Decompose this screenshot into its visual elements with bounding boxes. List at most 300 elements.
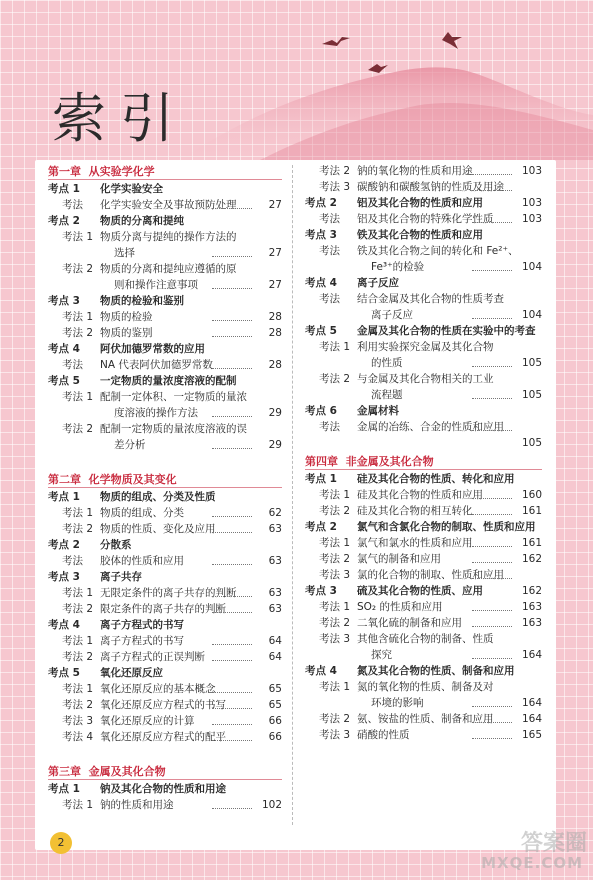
method-entry [305, 615, 542, 631]
method-title: 硅及其化合物的相互转化 [357, 505, 473, 517]
topic-label: 考点 5 [48, 667, 80, 679]
method-entry-continued [305, 387, 542, 403]
index-column-left [48, 163, 282, 813]
page-ref: 162 [521, 585, 542, 597]
method-title-continued: 离子反应 [371, 309, 413, 321]
topic-label: 考点 2 [305, 521, 337, 533]
leader-dots [212, 256, 252, 257]
method-title: 铁及其化合物之间的转化和 Fe²⁺、 [357, 245, 519, 257]
method-label: 考法 [319, 421, 340, 433]
leader-dots [212, 516, 252, 517]
page-ref: 63 [268, 555, 282, 567]
method-title: 氮的氧化物的性质、制备及对 [357, 681, 494, 693]
topic-label: 考点 5 [305, 325, 337, 337]
method-title: 碳酸钠和碳酸氢钠的性质及用途 [357, 181, 504, 193]
method-label: 考法 1 [319, 489, 351, 501]
topic-heading [305, 195, 542, 211]
leader-dots [472, 190, 512, 191]
leader-dots [472, 270, 512, 271]
method-entry-continued [48, 277, 282, 293]
leader-dots [212, 692, 252, 693]
method-entry [48, 729, 282, 745]
page-ref: 163 [521, 617, 542, 629]
topic-title: 金属及其化合物的性质在实验中的考查 [357, 325, 536, 337]
topic-title: 物质的分离和提纯 [100, 215, 184, 227]
method-label: 考法 [319, 213, 340, 225]
topic-label: 考点 6 [305, 405, 337, 417]
method-entry [305, 631, 542, 647]
method-entry [48, 633, 282, 649]
method-entry [305, 179, 542, 195]
watermark-url: MXQE.COM [481, 854, 583, 872]
page-ref: 27 [268, 279, 282, 291]
topic-heading [48, 665, 282, 681]
method-title: 二氧化硫的制备和应用 [357, 617, 462, 629]
method-label: 考法 1 [62, 507, 94, 519]
method-entry [48, 553, 282, 569]
method-title: NA 代表阿伏加德罗常数 [100, 359, 213, 371]
method-label: 考法 2 [62, 603, 94, 615]
method-entry-continued [48, 245, 282, 261]
leader-dots [472, 398, 512, 399]
method-title: 氯气的制备和应用 [357, 553, 441, 565]
page-ref: 105 [521, 389, 542, 401]
topic-label: 考点 4 [48, 343, 80, 355]
leader-dots [472, 498, 512, 499]
chapter-underline [48, 779, 282, 780]
chapter-label: 第三章 [48, 765, 81, 778]
method-label: 考法 2 [319, 713, 351, 725]
method-title: 化学实验安全及事故预防处理 [100, 199, 237, 211]
method-title: 物质的鉴别 [100, 327, 153, 339]
spacer [305, 435, 542, 453]
method-title-continued: 差分析 [114, 439, 146, 451]
method-label: 考法 2 [319, 505, 351, 517]
topic-heading [48, 489, 282, 505]
method-label: 考法 [62, 359, 83, 371]
method-entry [305, 711, 542, 727]
method-entry [48, 261, 282, 277]
method-title: 钠的性质和用途 [100, 799, 174, 811]
topic-title: 氮及其化合物的性质、制备和应用 [357, 665, 515, 677]
page-ref: 165 [521, 729, 542, 741]
watermark-text: 答案圈 [520, 831, 587, 856]
leader-dots [472, 706, 512, 707]
chapter-label: 第二章 [48, 473, 81, 486]
page-ref: 161 [521, 505, 542, 517]
method-entry [305, 339, 542, 355]
chapter-title: 从实验学化学 [88, 165, 155, 178]
method-label: 考法 3 [62, 715, 94, 727]
page-title: 索引 [52, 87, 188, 150]
method-entry-continued [48, 405, 282, 421]
method-entry [305, 567, 542, 583]
chapter-label: 第四章 [305, 455, 338, 468]
topic-label: 考点 2 [48, 539, 80, 551]
method-title: 氧化还原反应方程式的配平 [100, 731, 226, 743]
method-label: 考法 2 [319, 553, 351, 565]
leader-dots [472, 578, 512, 579]
page-ref: 65 [268, 683, 282, 695]
method-title: 配制一定体积、一定物质的量浓 [100, 391, 247, 403]
topic-title: 离子共存 [100, 571, 142, 583]
method-title-continued: Fe³⁺的检验 [371, 261, 425, 273]
chapter-title: 化学物质及其变化 [88, 473, 177, 486]
leader-dots [212, 448, 252, 449]
page-ref: 27 [268, 199, 282, 211]
topic-title: 氯气和含氯化合物的制取、性质和应用 [357, 521, 536, 533]
method-entry [48, 357, 282, 373]
chapter-heading [48, 763, 282, 781]
topic-label: 考点 1 [48, 491, 80, 503]
page-ref: 161 [521, 537, 542, 549]
topic-label: 考点 4 [305, 665, 337, 677]
leader-dots [472, 366, 512, 367]
leader-dots [212, 336, 252, 337]
page-ref: 64 [268, 635, 282, 647]
method-label: 考法 1 [319, 601, 351, 613]
method-label: 考法 [62, 199, 83, 211]
page-ref: 66 [268, 731, 282, 743]
method-entry [305, 679, 542, 695]
topic-heading [305, 519, 542, 535]
method-label: 考法 1 [319, 341, 351, 353]
method-title: 与金属及其化合物相关的工业 [357, 373, 494, 385]
topic-label: 考点 3 [48, 295, 80, 307]
chapter-underline [305, 469, 542, 470]
method-title: 铝及其化合物的特殊化学性质 [357, 213, 494, 225]
method-title: 氧化还原反应的基本概念 [100, 683, 216, 695]
method-label: 考法 3 [319, 729, 351, 741]
method-title-continued: 度溶液的操作方法 [114, 407, 198, 419]
topic-heading [48, 213, 282, 229]
method-label: 考法 1 [62, 231, 94, 243]
topic-heading [305, 227, 542, 243]
method-entry [48, 197, 282, 213]
method-entry [305, 419, 542, 435]
method-entry [305, 503, 542, 519]
leader-dots [472, 430, 512, 431]
method-title: SO₂ 的性质和应用 [357, 601, 443, 613]
method-label: 考法 1 [319, 681, 351, 693]
method-entry [305, 291, 542, 307]
method-entry [48, 797, 282, 813]
page-ref: 28 [268, 311, 282, 323]
topic-heading [48, 781, 282, 797]
method-entry-continued [305, 259, 542, 275]
method-label: 考法 [62, 555, 83, 567]
page-ref: 103 [521, 213, 542, 225]
leader-dots [212, 288, 252, 289]
topic-heading [305, 403, 542, 419]
topic-title: 铁及其化合物的性质和应用 [357, 229, 483, 241]
method-title: 硅及其化合物的性质和应用 [357, 489, 483, 501]
method-label: 考法 1 [62, 683, 94, 695]
page-number-badge: 2 [50, 832, 72, 854]
method-label: 考法 1 [62, 391, 94, 403]
method-entry [48, 585, 282, 601]
leader-dots [212, 532, 252, 533]
method-title: 物质的组成、分类 [100, 507, 184, 519]
method-entry-continued [305, 355, 542, 371]
method-title: 物质分离与提纯的操作方法的 [100, 231, 237, 243]
leader-dots [472, 738, 512, 739]
method-entry [48, 421, 282, 437]
leader-dots [472, 610, 512, 611]
topic-title: 分散系 [100, 539, 132, 551]
page-ref: 105 [521, 437, 542, 449]
topic-heading [48, 341, 282, 357]
method-entry-continued [48, 437, 282, 453]
topic-label: 考点 2 [48, 215, 80, 227]
page-ref: 63 [268, 603, 282, 615]
method-entry [305, 243, 542, 259]
method-label: 考法 3 [319, 181, 351, 193]
page-ref: 28 [268, 359, 282, 371]
method-entry [48, 713, 282, 729]
topic-label: 考点 4 [305, 277, 337, 289]
topic-title: 化学实验安全 [100, 183, 163, 195]
leader-dots [472, 722, 512, 723]
leader-dots [472, 562, 512, 563]
page-ref: 104 [521, 261, 542, 273]
method-label: 考法 2 [319, 165, 351, 177]
topic-heading [48, 293, 282, 309]
method-title: 离子方程式的书写 [100, 635, 184, 647]
topic-label: 考点 2 [305, 197, 337, 209]
page-ref: 29 [268, 407, 282, 419]
topic-label: 考点 1 [48, 783, 80, 795]
topic-label: 考点 5 [48, 375, 80, 387]
method-label: 考法 3 [319, 569, 351, 581]
method-label: 考法 1 [319, 537, 351, 549]
method-title: 配制一定物质的量浓度溶液的误 [100, 423, 247, 435]
page-ref: 103 [521, 165, 542, 177]
page-ref: 27 [268, 247, 282, 259]
method-title: 钠的氧化物的性质和用途 [357, 165, 473, 177]
topic-title: 钠及其化合物的性质和用途 [100, 783, 226, 795]
leader-dots [212, 708, 252, 709]
method-label: 考法 [319, 293, 340, 305]
topic-heading [48, 617, 282, 633]
method-entry-continued [305, 695, 542, 711]
leader-dots [212, 644, 252, 645]
chapter-heading [48, 471, 282, 489]
method-title-continued: 环境的影响 [371, 697, 424, 709]
method-title: 无限定条件的离子共存的判断 [100, 587, 237, 599]
leader-dots [472, 626, 512, 627]
method-entry [48, 601, 282, 617]
method-label: 考法 1 [62, 799, 94, 811]
method-label: 考法 [319, 245, 340, 257]
leader-dots [212, 740, 252, 741]
topic-heading [305, 323, 542, 339]
spacer [48, 453, 282, 471]
page-ref: 63 [268, 587, 282, 599]
method-title: 氯的化合物的制取、性质和应用 [357, 569, 504, 581]
method-label: 考法 2 [62, 327, 94, 339]
method-entry [305, 535, 542, 551]
topic-label: 考点 3 [305, 585, 337, 597]
leader-dots [212, 596, 252, 597]
method-title: 物质的检验 [100, 311, 153, 323]
leader-dots [212, 660, 252, 661]
leader-dots [212, 368, 252, 369]
method-entry [48, 521, 282, 537]
method-label: 考法 2 [319, 373, 351, 385]
method-title: 离子方程式的正误判断 [100, 651, 205, 663]
topic-heading [305, 275, 542, 291]
method-label: 考法 3 [319, 633, 351, 645]
page-ref: 163 [521, 601, 542, 613]
topic-label: 考点 1 [48, 183, 80, 195]
topic-title: 一定物质的量浓度溶液的配制 [100, 375, 237, 387]
leader-dots [472, 174, 512, 175]
method-title: 硝酸的性质 [357, 729, 410, 741]
page-ref: 64 [268, 651, 282, 663]
method-title: 胶体的性质和应用 [100, 555, 184, 567]
page-ref: 104 [521, 309, 542, 321]
leader-dots [472, 658, 512, 659]
method-entry [305, 211, 542, 227]
topic-title: 离子方程式的书写 [100, 619, 184, 631]
topic-title: 物质的组成、分类及性质 [100, 491, 216, 503]
method-entry [48, 325, 282, 341]
method-label: 考法 1 [62, 311, 94, 323]
page-ref: 102 [261, 799, 282, 811]
method-title-continued: 则和操作注意事项 [114, 279, 198, 291]
method-title: 物质的性质、变化及应用 [100, 523, 216, 535]
method-title: 利用实验探究金属及其化合物 [357, 341, 494, 353]
topic-heading [305, 663, 542, 679]
page-ref: 105 [521, 357, 542, 369]
method-entry [48, 309, 282, 325]
leader-dots [212, 564, 252, 565]
topic-heading [305, 471, 542, 487]
method-entry [305, 163, 542, 179]
method-title: 金属的冶练、合金的性质和应用 [357, 421, 504, 433]
page-ref: 162 [521, 553, 542, 565]
leader-dots [472, 222, 512, 223]
method-label: 考法 2 [62, 263, 94, 275]
topic-title: 硅及其化合物的性质、转化和应用 [357, 473, 515, 485]
topic-title: 阿伏加德罗常数的应用 [100, 343, 205, 355]
method-entry [48, 389, 282, 405]
page-ref: 66 [268, 715, 282, 727]
leader-dots [472, 546, 512, 547]
topic-heading [305, 583, 542, 599]
topic-label: 考点 3 [305, 229, 337, 241]
topic-heading [48, 569, 282, 585]
method-label: 考法 2 [62, 651, 94, 663]
index-column-right [305, 163, 542, 743]
method-entry [305, 727, 542, 743]
leader-dots [212, 808, 252, 809]
topic-label: 考点 3 [48, 571, 80, 583]
method-entry [48, 681, 282, 697]
method-label: 考法 2 [319, 617, 351, 629]
birds-graphic [322, 32, 462, 73]
method-entry [305, 487, 542, 503]
method-title: 结合金属及其化合物的性质考查 [357, 293, 504, 305]
page-ref: 160 [521, 489, 542, 501]
method-label: 考法 2 [62, 423, 94, 435]
topic-heading [48, 373, 282, 389]
page-ref: 62 [268, 507, 282, 519]
page-ref: 29 [268, 439, 282, 451]
chapter-title: 非金属及其化合物 [345, 455, 434, 468]
topic-title: 物质的检验和鉴别 [100, 295, 184, 307]
leader-dots [212, 612, 252, 613]
method-title: 氯气和氯水的性质和应用 [357, 537, 473, 549]
leader-dots [212, 724, 252, 725]
method-title: 其他含硫化合物的制备、性质 [357, 633, 494, 645]
method-entry [48, 697, 282, 713]
leader-dots [472, 318, 512, 319]
chapter-label: 第一章 [48, 165, 81, 178]
method-label: 考法 4 [62, 731, 94, 743]
method-title: 氧化还原反应的计算 [100, 715, 195, 727]
method-entry-continued [305, 307, 542, 323]
chapter-heading [48, 163, 282, 181]
chapter-underline [48, 179, 282, 180]
page-ref: 28 [268, 327, 282, 339]
chapter-underline [48, 487, 282, 488]
method-title: 氧化还原反应方程式的书写 [100, 699, 226, 711]
topic-title: 铝及其化合物的性质和应用 [357, 197, 483, 209]
method-label: 考法 2 [62, 523, 94, 535]
method-title: 限定条件的离子共存的判断 [100, 603, 226, 615]
topic-title: 氧化还原反应 [100, 667, 163, 679]
topic-heading [48, 537, 282, 553]
leader-dots [212, 208, 252, 209]
leader-dots [212, 416, 252, 417]
chapter-title: 金属及其化合物 [88, 765, 166, 778]
method-entry [305, 371, 542, 387]
leader-dots [472, 514, 512, 515]
page-ref: 164 [521, 713, 542, 725]
page-ref: 103 [521, 197, 542, 209]
page-ref: 164 [521, 649, 542, 661]
method-title-continued: 流程题 [371, 389, 403, 401]
leader-dots [212, 320, 252, 321]
method-title: 物质的分离和提纯应遵循的原 [100, 263, 237, 275]
method-entry-continued [305, 647, 542, 663]
method-entry [48, 505, 282, 521]
spacer [48, 745, 282, 763]
topic-heading [48, 181, 282, 197]
method-entry [48, 649, 282, 665]
method-title-continued: 的性质 [371, 357, 403, 369]
topic-label: 考点 4 [48, 619, 80, 631]
method-title: 氨、铵盐的性质、制备和应用 [357, 713, 494, 725]
topic-title: 硫及其化合物的性质、应用 [357, 585, 483, 597]
page-ref: 164 [521, 697, 542, 709]
chapter-heading [305, 453, 542, 471]
method-label: 考法 2 [62, 699, 94, 711]
page-ref: 63 [268, 523, 282, 535]
method-entry [48, 229, 282, 245]
method-label: 考法 1 [62, 635, 94, 647]
method-title-continued: 探究 [371, 649, 392, 661]
method-title-continued: 选择 [114, 247, 135, 259]
page-ref: 65 [268, 699, 282, 711]
method-entry [305, 551, 542, 567]
column-divider [292, 165, 293, 825]
topic-title: 离子反应 [357, 277, 399, 289]
method-entry [305, 599, 542, 615]
topic-title: 金属材料 [357, 405, 399, 417]
